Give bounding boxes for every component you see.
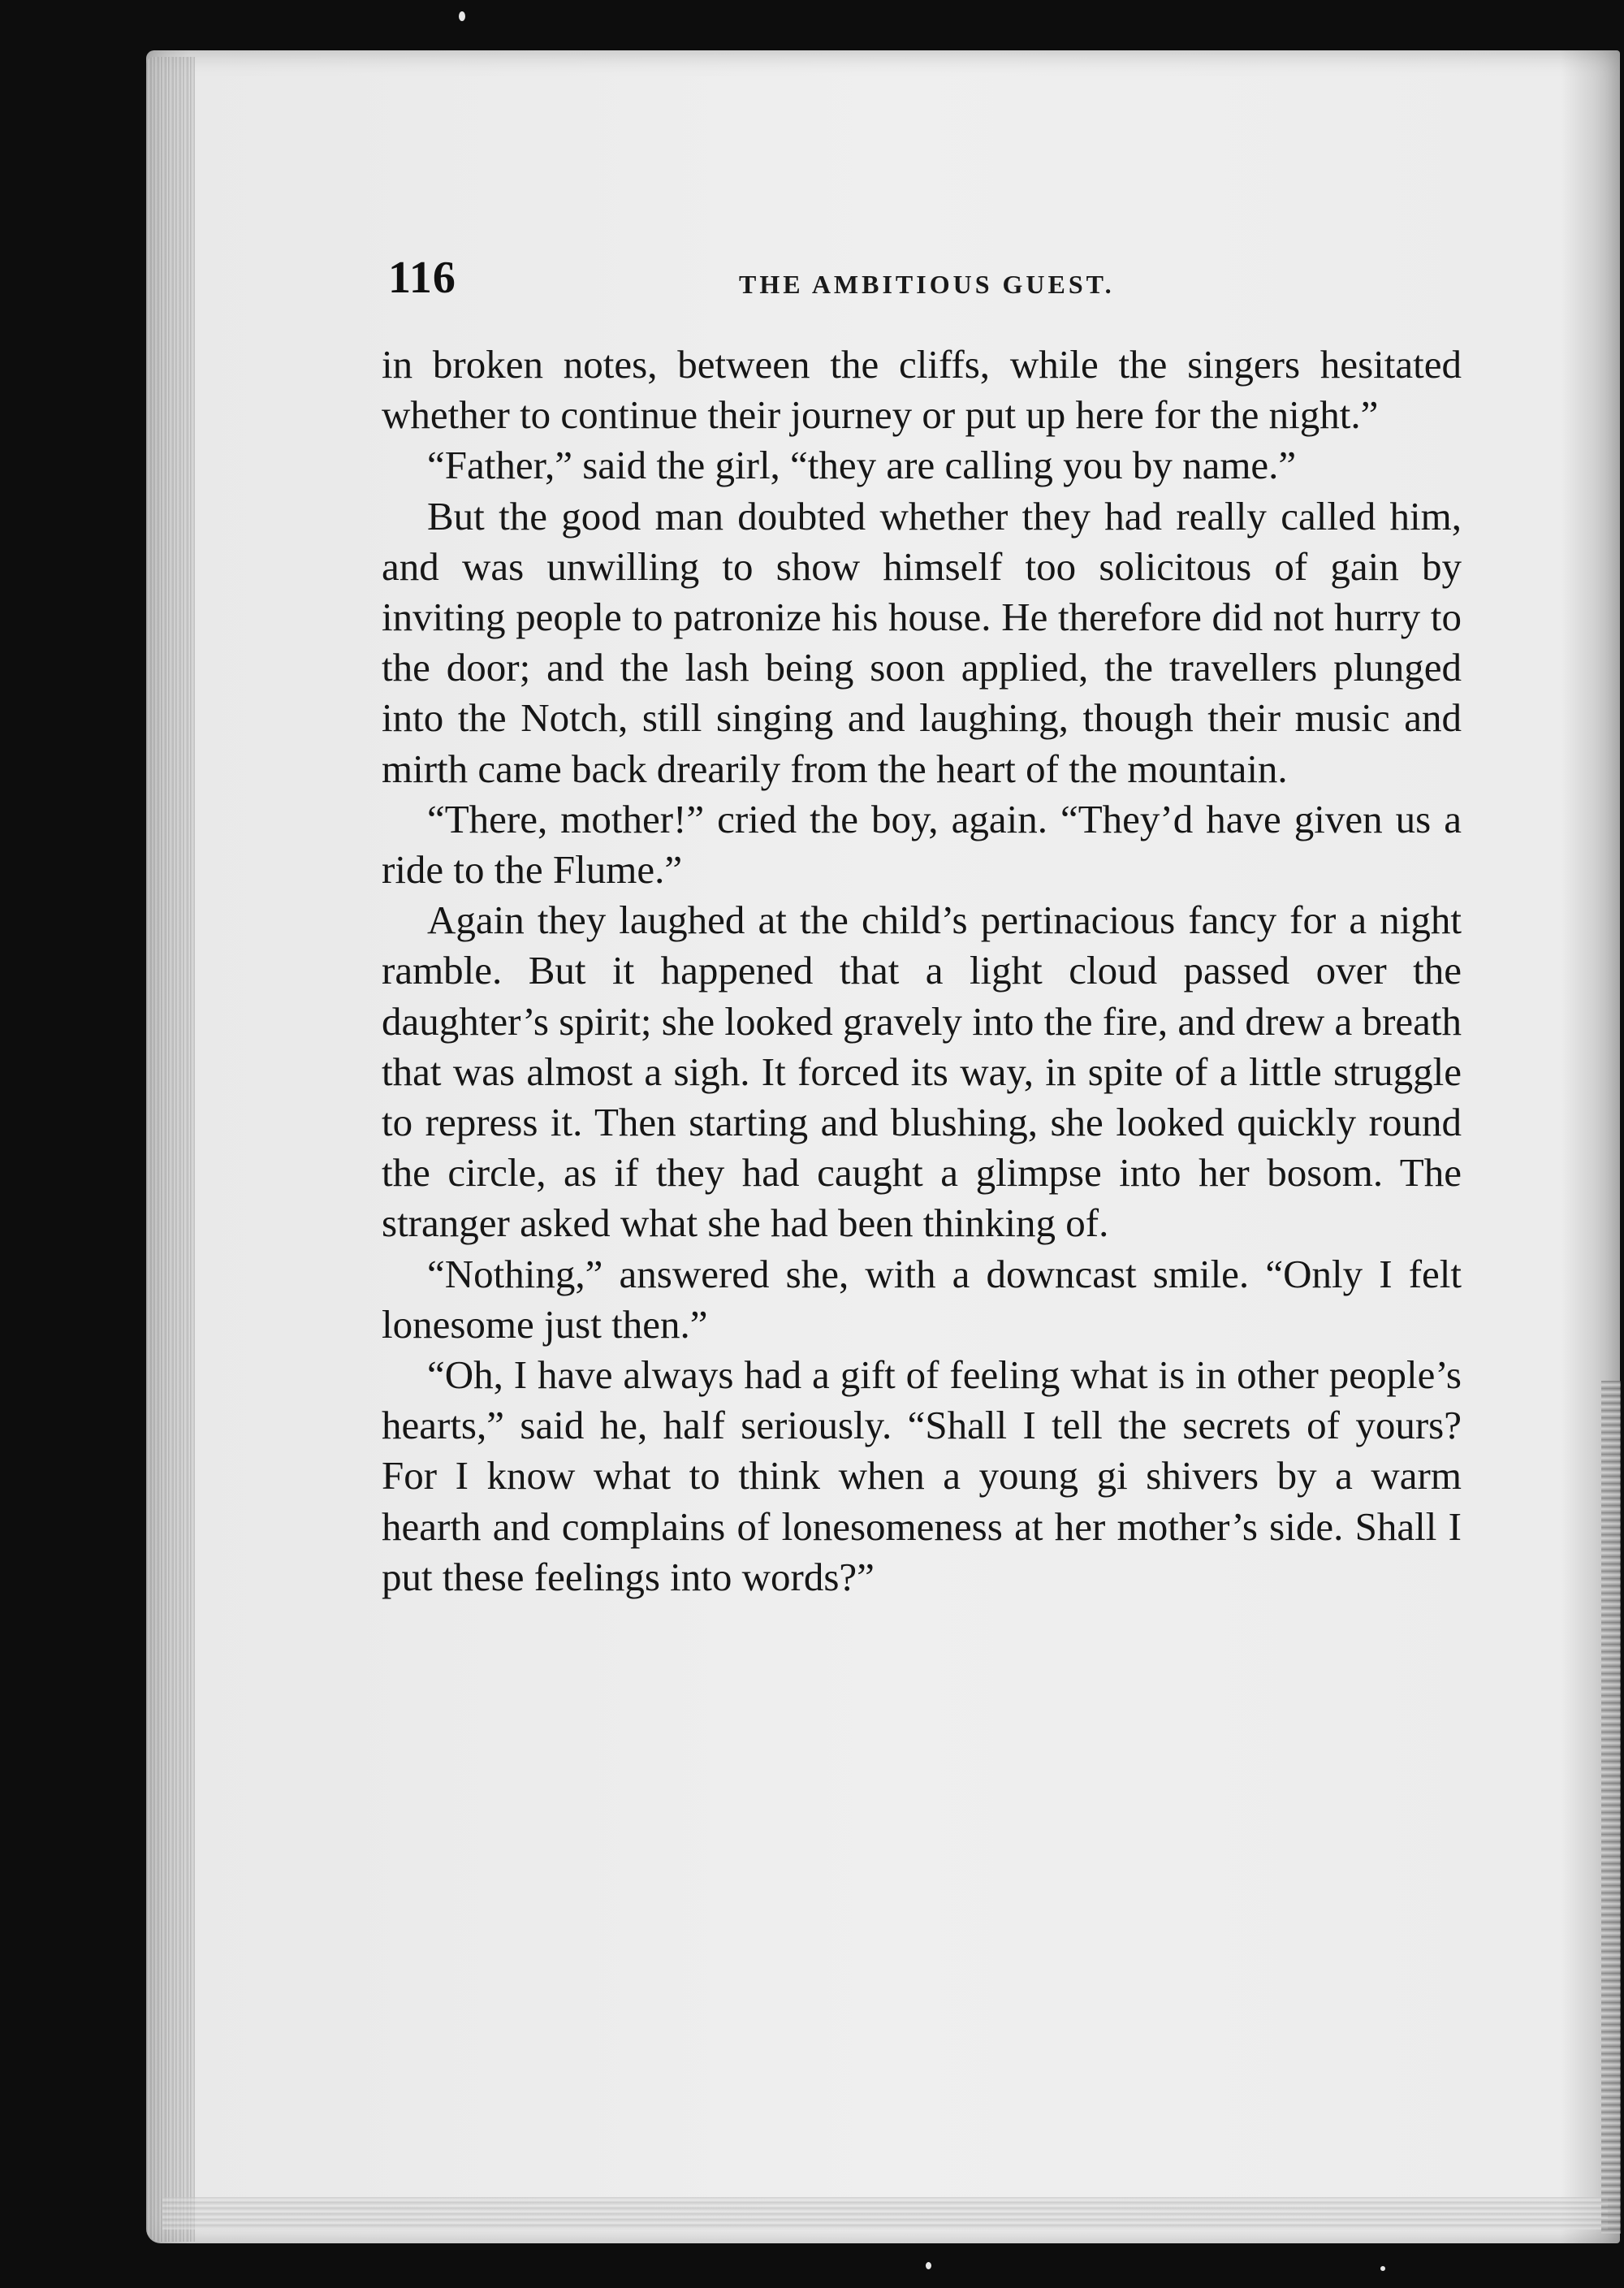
page-number: 116 — [388, 253, 456, 303]
running-title: THE AMBITIOUS GUEST. — [739, 270, 1115, 299]
dust-speck — [926, 2262, 931, 2269]
body-text — [382, 340, 1462, 1602]
page-bottom-edge — [162, 2197, 1608, 2230]
paragraph-continued: in broken notes, between the cliffs, while the singers hesitated whether to continue their journey or put up here for the night.” — [382, 342, 1462, 438]
dust-speck — [1380, 2266, 1385, 2271]
running-head — [388, 252, 1460, 309]
paragraph: Again they laughed at the child’s pertinacious fancy for a night ramble. But it happened that a light cloud passed over the daughter’s spirit; she looked gravely into the fire, and drew a breath that was almost a sigh. It forced its way, in spite of a little struggle to repress it. Then starting and blushing, she looked quickly round the circle, as if they had caught a glimpse into her bosom. The stranger asked what she had been thinking of. — [382, 897, 1462, 1246]
paragraph: “Father,” said the girl, “they are calling you by name.” — [427, 443, 1297, 488]
page-right-edge — [1601, 1381, 1621, 2234]
paragraph: “Oh, I have always had a gift of feeling what is in other people’s hearts,” said he, half seriously. “Shall I tell the secrets of yours? For I know what to think when a young gi shivers by a warm hearth and complains of lonesomeness at her mother’s side. Shall I put these feelings into words?” — [382, 1352, 1462, 1599]
dust-speck — [459, 11, 465, 21]
paragraph: But the good man doubted whether they had really called him, and was unwilling to show himself too solicitous of gain by inviting people to patronize his house. He therefore did not hurry to the door; and the lash being soon applied, the travellers plunged into the Notch, still singing and laughing, though their music and mirth came back drearily from the heart of the mountain. — [382, 493, 1462, 791]
paragraph: “Nothing,” answered she, with a downcast smile. “Only I felt lonesome just then.” — [382, 1251, 1462, 1347]
paragraph: “There, mother!” cried the boy, again. “They’d have given us a ride to the Flume.” — [382, 796, 1462, 893]
page-edge — [146, 57, 195, 2242]
